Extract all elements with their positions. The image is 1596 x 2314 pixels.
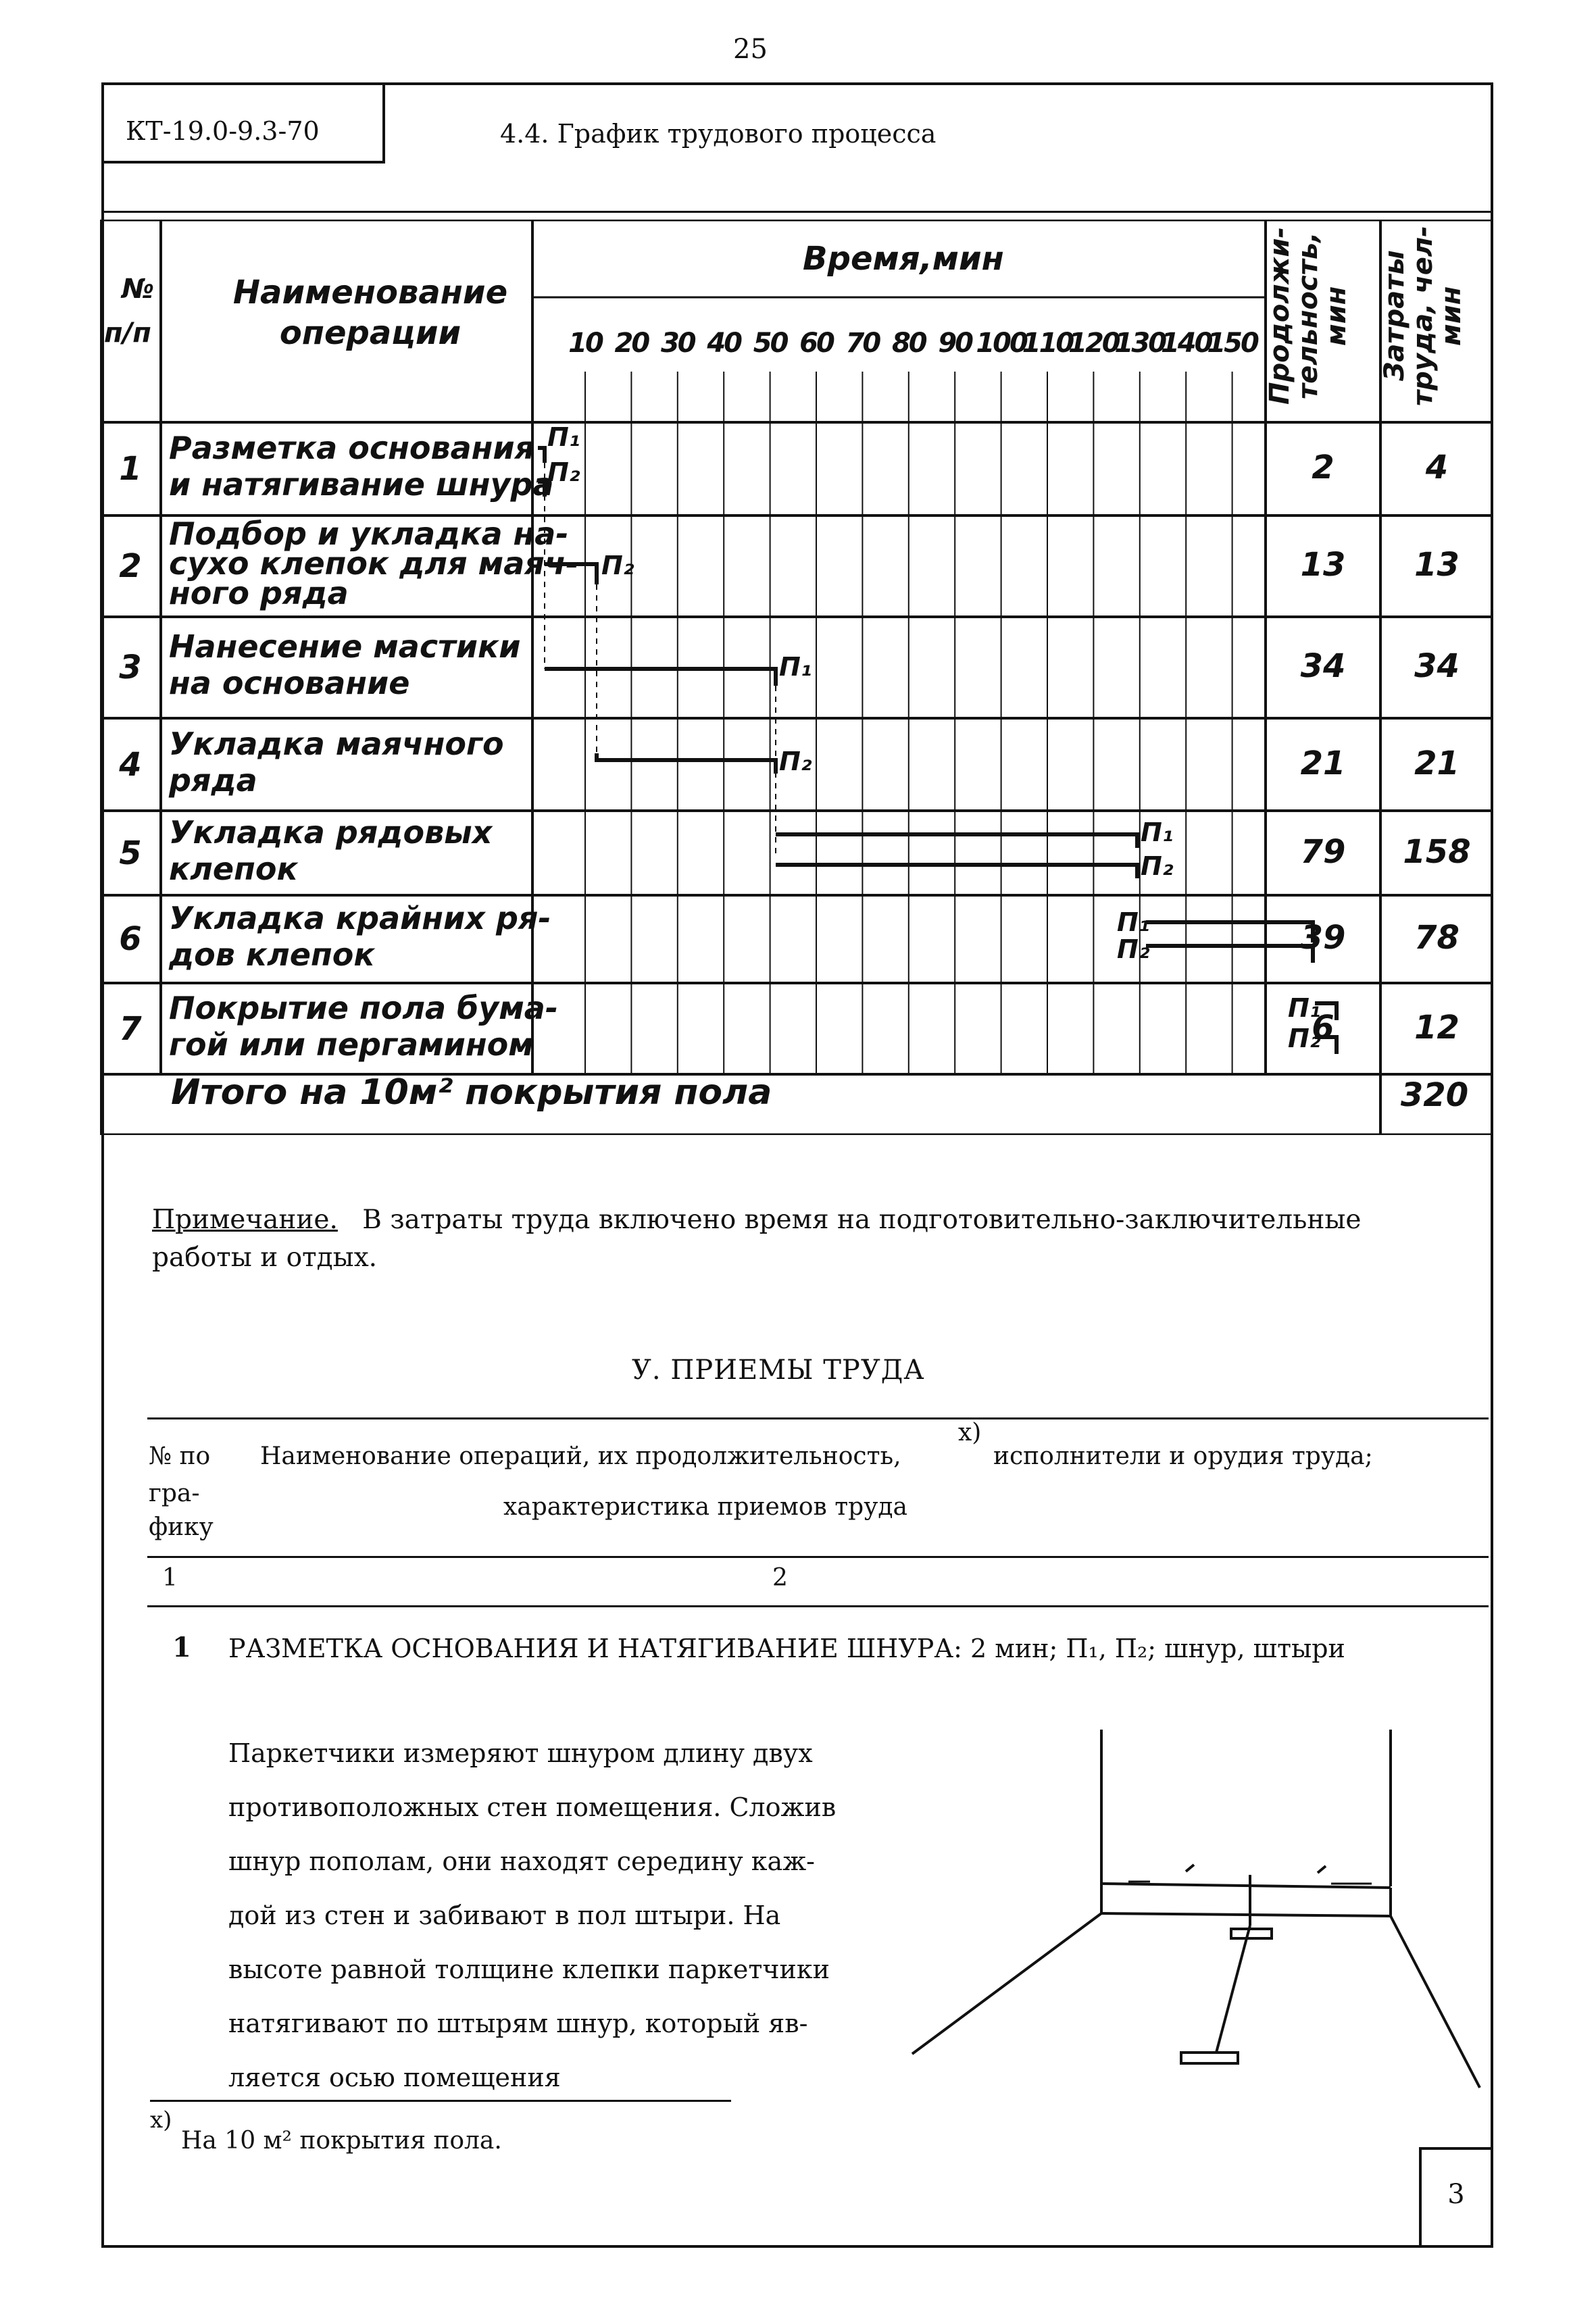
row-labor: 4 [1425,449,1449,486]
row-duration: 34 [1300,647,1346,685]
row-operation-name: Разметка основания [169,430,535,466]
row-labor: 13 [1414,546,1460,584]
col-time-header: Время,мин [803,240,1004,278]
bar-worker-label: П₂ [1288,1024,1321,1053]
body-line: ляется осью помещения [228,2063,561,2092]
note [152,1201,1490,1239]
ops-head-col2-a: Наименование операций, их продолжительность, [260,1442,901,1470]
body-line: натягивают по штырям шнур, который яв- [228,2009,808,2038]
section-title: 4.4. График трудового процесса [500,119,937,149]
time-tick-label: 140 [1160,328,1212,359]
ops-head-col2-sup: x) [958,1419,982,1447]
time-tick-label: 70 [845,328,880,359]
footnote-mark: x) [150,2107,172,2134]
gantt-bar-op5-p2 [776,865,1137,878]
ops-rule-bottom [147,1605,1489,1607]
row-number: 2 [119,547,142,585]
col-num-top: № [122,274,155,305]
ops-num-col2: 2 [772,1564,788,1592]
row-labor: 12 [1414,1008,1460,1047]
row-duration: 21 [1300,744,1346,782]
ops-rule-top [147,1417,1489,1419]
time-tick-label: 20 [614,328,649,359]
time-tick-label: 80 [891,328,926,359]
col-duration-header: Продолжи-тельность, мин [1264,226,1352,405]
row-duration: 13 [1300,546,1346,584]
note-text-2: работы и отдых. [152,1242,378,1273]
row-operation-name: Покрытие пола бума- [169,989,558,1026]
ops-rule-mid [147,1556,1489,1558]
ops-head-col2-b: исполнители и орудия труда; [993,1442,1373,1470]
row-operation-name: сухо клепок для маяч- [169,545,579,582]
bar-worker-label: П₂ [1141,851,1174,881]
col-num-bottom: п/п [104,318,151,349]
row-operation-name: Укладка рядовых [169,813,493,851]
row-number: 1 [119,450,142,488]
row-number: 6 [119,920,142,958]
time-tick-label: 30 [660,328,695,359]
row-number: 3 [119,649,142,686]
row-operation-name: Подбор и укладка на- [169,515,569,552]
ops-row-text: РАЗМЕТКА ОСНОВАНИЯ И НАТЯГИВАНИЕ ШНУРА: 2 мин; П₁, П₂; шнур, штыри [228,1634,1345,1663]
doc-code: КТ-19.0-9.3-70 [126,116,320,146]
row-operation-name: ряда [169,761,257,799]
ops-head-col1-c: фику [149,1513,214,1541]
ops-head-col1-b: гра- [149,1480,200,1507]
ops-head-col1-a: № по [149,1442,211,1470]
col-name-header-2: операции [279,314,462,352]
ops-row-num: 1 [172,1632,191,1663]
time-tick-label: 60 [799,328,833,359]
row-labor: 21 [1414,744,1460,782]
room-axis-illustration [899,1730,1493,2108]
body-line: высоте равной толщине клепки паркетчики [228,1955,830,1984]
total-label: Итого на 10м² покрытия пола [171,1072,772,1113]
col-labor-header: Затраты труда, чел-мин [1379,226,1467,406]
time-tick-label: 50 [753,328,787,359]
row-operation-name: дов клепок [169,936,375,973]
gantt-chart [100,220,1493,1135]
page-number: 25 [733,34,768,65]
bar-worker-label: П₁ [779,652,812,682]
note-text-1: В затраты труда включено время на подготовительно-заключительные [362,1205,1362,1235]
header-rule [101,211,1493,213]
footnote-text: На 10 м² покрытия пола. [181,2127,502,2155]
row-labor: 158 [1403,832,1471,871]
body-line: Паркетчики измеряют шнуром длину двух [228,1738,813,1768]
ops-head-col2-c: характеристика приемов труда [503,1493,908,1521]
time-tick-label: 130 [1114,328,1166,359]
row-operation-name: Укладка крайних ря- [169,900,551,936]
bar-worker-label: П₁ [1288,993,1321,1023]
col-name-header-1: Наименование [232,274,508,311]
bar-worker-label: П₁ [547,422,580,452]
row-labor: 78 [1414,919,1460,957]
time-tick-label: 40 [707,328,741,359]
gantt-bar-op4 [597,753,776,774]
row-duration: 6 [1312,1008,1335,1047]
row-duration: 2 [1312,449,1335,486]
total-value: 320 [1400,1076,1469,1114]
row-labor: 34 [1414,647,1460,685]
row-operation-name: ного ряда [169,575,349,611]
sheet-number: 3 [1447,2179,1465,2210]
time-tick-label: 90 [938,328,972,359]
row-number: 5 [119,834,142,872]
gantt-bar-op1-p1 [538,448,545,463]
body-line: дой из стен и забивают в пол штыри. На [228,1901,781,1930]
gantt-bar-op3 [545,669,776,686]
row-operation-name: на основание [169,665,410,701]
time-tick-label: 10 [568,328,602,359]
gantt-bar-op5-p1 [776,834,1137,848]
footnote-rule [150,2100,731,2102]
row-duration: 79 [1300,832,1346,871]
bar-worker-label: П₁ [1141,818,1174,847]
row-number: 4 [119,745,142,784]
bar-worker-label: П₂ [1117,934,1150,964]
section5-title: У. ПРИЕМЫ ТРУДА [632,1355,925,1386]
row-operation-name: клепок [169,850,298,887]
time-tick-label: 120 [1068,328,1119,359]
row-operation-name: гой или пергамином [169,1026,534,1063]
bar-worker-label: П₁ [1117,907,1150,937]
time-tick-label: 110 [1022,328,1073,359]
row-duration: 39 [1300,919,1346,957]
time-tick-label: 100 [976,328,1026,359]
ops-num-col1: 1 [162,1564,178,1592]
bar-worker-label: П₂ [779,747,812,776]
row-number: 7 [119,1009,142,1048]
body-line: противоположных стен помещения. Сложив [228,1792,837,1822]
bar-worker-label: П₂ [547,457,580,487]
bar-worker-label: П₂ [601,551,634,580]
note-label: Примечание. [152,1205,338,1235]
row-operation-name: и натягивание шнура [169,466,554,503]
row-operation-name: Нанесение мастики [169,628,521,665]
body-text [228,1726,877,2105]
time-tick-label: 150 [1207,328,1257,359]
body-line: шнур пополам, они находят середину каж- [228,1846,815,1876]
row-operation-name: Укладка маячного [169,725,504,762]
